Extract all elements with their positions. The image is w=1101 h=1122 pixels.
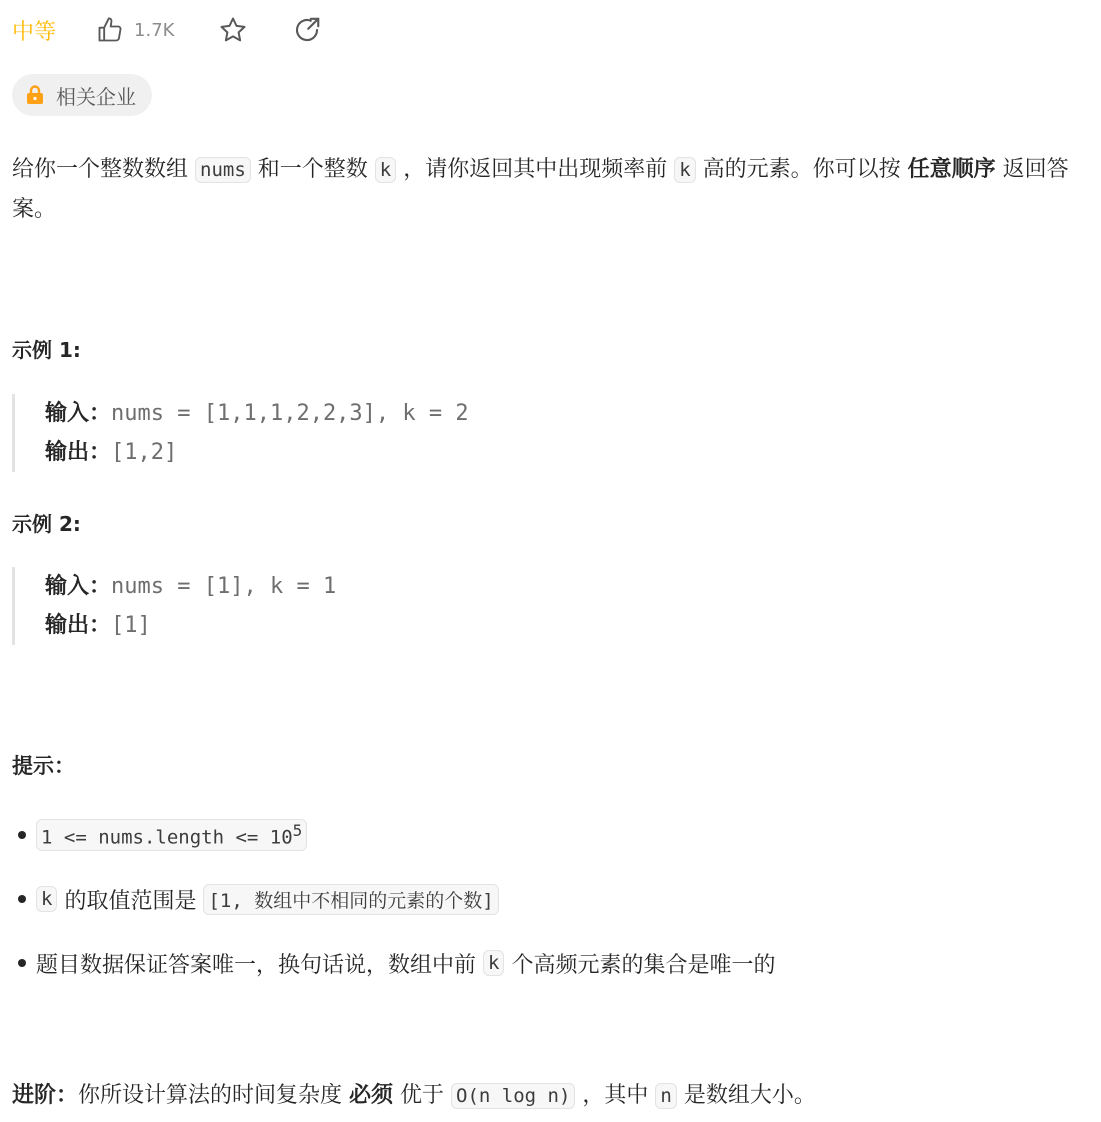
hint-code-text: 1 <= nums.length <= 10 (41, 826, 293, 849)
related-companies-label: 相关企业 (56, 84, 136, 109)
problem-header (12, 10, 366, 50)
example-input: nums = [1], k = 1 (111, 574, 337, 599)
output-label: 输出： (45, 440, 112, 465)
example-input: nums = [1,1,1,2,2,3], k = 2 (111, 401, 469, 426)
hint-code: [1, 数组中不相同的元素的个数] (203, 884, 498, 915)
advanced-note (12, 1078, 816, 1109)
code-nums: nums (195, 157, 251, 183)
example-1-block (12, 394, 469, 472)
hint-code: k (36, 886, 57, 912)
difficulty-badge: 中等 (12, 19, 57, 45)
bullet-dot (18, 959, 26, 967)
hint-code: k (483, 950, 504, 976)
code-k: k (375, 157, 396, 183)
lock-icon (26, 85, 44, 105)
advanced-text: 优于 (393, 1083, 452, 1108)
hints-list (12, 812, 775, 1004)
desc-bold: 任意顺序 (907, 157, 996, 182)
bullet-dot (18, 831, 26, 839)
example-1-title: 示例 1: (12, 338, 81, 362)
code-n: n (655, 1083, 676, 1109)
input-label: 输入： (45, 401, 112, 426)
advanced-text: ，其中 (575, 1083, 656, 1108)
favorite-button[interactable] (218, 15, 248, 45)
problem-description (12, 150, 1097, 230)
output-label: 输出： (45, 613, 112, 638)
related-companies-tag[interactable] (12, 74, 152, 116)
desc-text: ，请你返回其中出现频率前 (396, 157, 675, 182)
advanced-text: 是数组大小。 (676, 1083, 816, 1108)
star-icon (218, 15, 248, 45)
hints-title: 提示： (12, 754, 75, 778)
hint-exponent: 5 (292, 821, 303, 841)
list-item (12, 940, 775, 986)
bullet-dot (18, 895, 26, 903)
share-button[interactable] (292, 15, 322, 45)
like-button[interactable] (96, 16, 174, 44)
hint-text: 题目数据保证答案唯一，换句话说，数组中前 (36, 952, 483, 978)
code-complexity: O(n log n) (451, 1083, 575, 1109)
list-item (12, 876, 775, 922)
advanced-label: 进阶： (12, 1083, 79, 1108)
hint-code (36, 819, 307, 850)
advanced-bold: 必须 (349, 1083, 394, 1108)
thumbs-up-icon (96, 16, 124, 44)
code-k: k (674, 157, 695, 183)
example-output: [1,2] (111, 440, 178, 465)
share-icon (292, 15, 322, 45)
desc-text: 和一个整数 (250, 157, 375, 182)
like-count: 1.7K (134, 19, 175, 41)
input-label: 输入： (45, 574, 112, 599)
hint-text: 个高频元素的集合是唯一的 (504, 952, 776, 978)
hint-text: 的取值范围是 (57, 888, 204, 914)
list-item (12, 812, 775, 858)
desc-text: 高的元素。你可以按 (695, 157, 908, 182)
desc-text: 返回答案。 (12, 157, 1069, 222)
example-2-title: 示例 2: (12, 512, 81, 536)
advanced-text: 你所设计算法的时间复杂度 (78, 1083, 350, 1108)
desc-text: 给你一个整数数组 (12, 157, 195, 182)
example-output: [1] (111, 613, 151, 638)
example-2-block (12, 567, 336, 645)
